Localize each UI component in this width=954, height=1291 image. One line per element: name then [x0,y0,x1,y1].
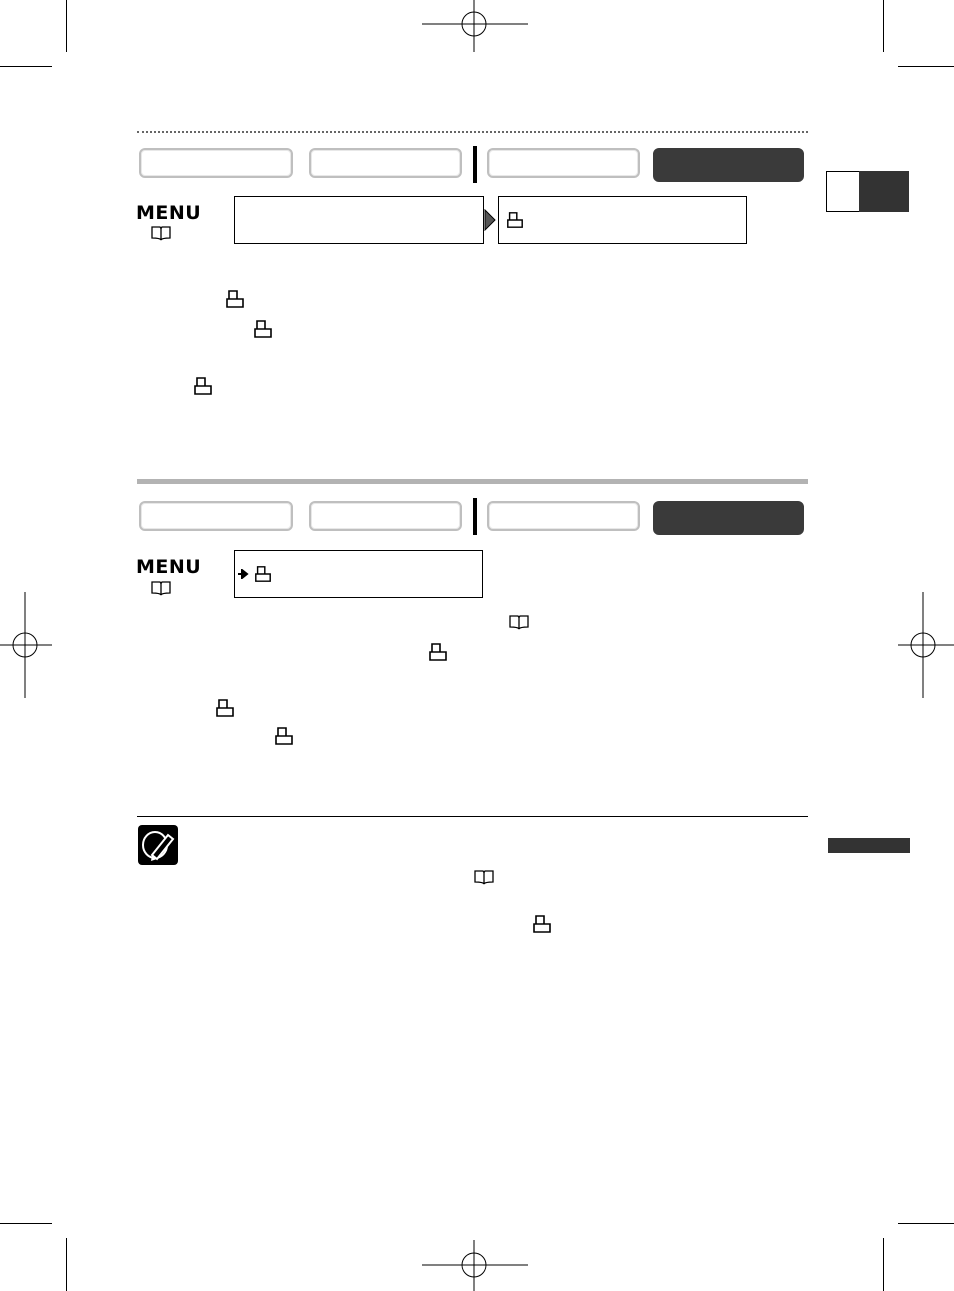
registration-mark-bottom [422,1240,528,1291]
menu-label: MENU [136,202,202,224]
side-section-tab [828,838,910,853]
pencil-note-icon [138,825,178,865]
menu-path-box-left [234,196,484,244]
mode-button-3 [487,148,640,178]
notes-divider [137,816,808,817]
book-icon [150,580,172,596]
side-tab-dark [859,171,909,212]
menu-path-box-right [498,196,747,244]
mode-group-divider [473,146,477,183]
section-divider-gray [137,479,808,484]
print-order-icon [192,376,214,396]
menu-label: MENU [136,556,202,578]
crop-mark [0,1223,52,1224]
section-divider-dotted [137,131,808,133]
print-order-icon [427,642,449,662]
crop-mark [898,66,954,67]
print-order-icon [214,698,236,718]
menu-path-box [234,550,483,598]
print-order-icon [253,565,273,583]
crop-mark [883,0,884,52]
crop-mark [66,1238,67,1291]
crop-mark [883,1238,884,1291]
mode-button-4-active [653,148,804,182]
registration-mark-right [898,592,954,698]
print-order-icon [505,211,525,229]
print-order-icon [531,914,553,934]
registration-mark-left [0,592,52,698]
book-icon [473,869,495,885]
registration-mark-top [422,0,528,52]
crop-mark [898,1223,954,1224]
print-order-icon [273,726,295,746]
book-icon [508,614,530,630]
mode-button-1 [139,501,293,531]
arrow-right-icon [238,569,249,579]
mode-button-2 [309,501,462,531]
print-order-icon [224,289,246,309]
crop-mark [66,0,67,52]
book-icon [150,225,172,241]
mode-button-3 [487,501,640,531]
crop-mark [0,66,52,67]
arrow-right-icon [484,209,496,231]
mode-button-2 [309,148,462,178]
print-order-icon [252,319,274,339]
mode-button-4-active [653,501,804,535]
mode-button-1 [139,148,293,178]
side-tab-light [826,171,860,212]
mode-group-divider [473,498,477,535]
